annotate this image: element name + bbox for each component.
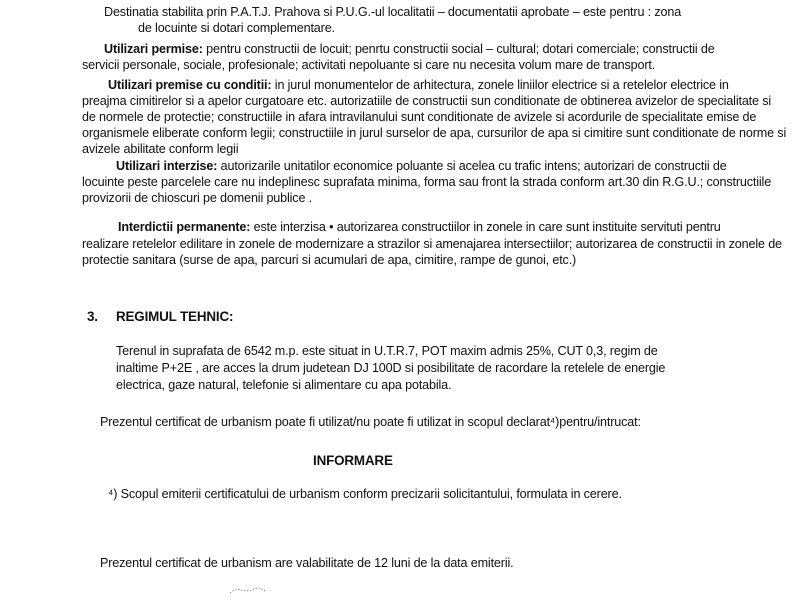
utilizare-certificat-text: Prezentul certificat de urbanism poate fi utilizat/nu poate fi utilizat in scopul declarat⁴)pentru/intrucat:: [100, 415, 641, 429]
utilizari-interzise-line-3: provizorii de chioscuri pe domenii publice .: [82, 191, 313, 205]
destinatia-line-2: de locuinte si dotari complementare.: [138, 21, 335, 35]
utilizari-interzise-label: Utilizari interzise:: [116, 159, 218, 173]
utilizari-permise-label: Utilizari permise:: [104, 42, 203, 56]
informare-title: INFORMARE: [313, 453, 393, 468]
utilizari-conditii-line-5: avizele abilitate conform legii: [82, 142, 239, 156]
utilizari-interzise-text: autorizarile unitatilor economice poluante si acelea cu trafic intens; autorizari de constructii de: [217, 159, 727, 173]
utilizari-conditii-label: Utilizari premise cu conditii:: [108, 78, 272, 92]
utilizari-conditii-line-2: preajma cimitirelor si a apelor curgatoare etc. autorizatiile de constructii sun conditionate de obtinerea avizelor de specialitate si: [82, 94, 772, 108]
interdictii-line-2: realizare retelelor edilitare in zonele de modernizare a strazilor si amenajarea intersectiilor; autorizarea de constructii in zonele de: [82, 237, 782, 251]
utilizari-interzise-line-1: [116, 159, 727, 174]
utilizari-conditii-line-3: de normele de protectie; constructiile in afara intravilanului sunt conditionate de avizele si acordurile de specialitate emise de: [82, 110, 757, 124]
stamp-mark: [228, 586, 268, 594]
utilizari-conditii-line-1: [108, 78, 729, 93]
utilizari-conditii-text: in jurul monumentelor de arhitectura, zonele liniilor electrice si a retelelor electrice in: [271, 78, 729, 92]
informare-note: ⁴) Scopul emiterii certificatului de urbanism conform precizarii solicitantului, formulata in cerere.: [108, 487, 622, 501]
utilizari-permise-text: pentru constructii de locuit; penrtu constructii social – cultural; dotari comerciale; constructii de: [202, 42, 715, 56]
utilizari-conditii-line-4: organismele eliberate conform legii; constructiile in jurul surselor de apa, cursurilor de apa si cimitire sunt conditionate de norme si: [82, 126, 787, 140]
regimul-tehnic-line-3: electrica, gaze natural, telefonie si alimentare cu apa potabila.: [116, 378, 452, 392]
regimul-tehnic-line-1: Terenul in suprafata de 6542 m.p. este situat in U.T.R.7, POT maxim admis 25%, CUT 0,3, regim de: [116, 344, 658, 358]
destinatia-line-1: Destinatia stabilita prin P.A.T.J. Prahova si P.U.G.-ul localitatii – documentatii aprobate – este pentru : zona: [104, 5, 682, 19]
valabilitate-text: Prezentul certificat de urbanism are valabilitate de 12 luni de la data emiterii.: [100, 556, 514, 570]
regimul-tehnic-title: REGIMUL TEHNIC:: [116, 309, 234, 324]
utilizari-permise-line-1: [104, 42, 715, 57]
interdictii-text: este interzisa • autorizarea constructiilor in zonele in care sunt instituite servituti pentru: [250, 220, 721, 234]
regimul-tehnic-number: 3.: [87, 309, 98, 324]
interdictii-line-1: [118, 220, 721, 235]
utilizari-permise-line-2: servicii personale, sociale, profesionale; activitati nepoluante si care nu necesita volum mare de transport.: [82, 58, 656, 72]
regimul-tehnic-line-2: inaltime P+2E , are acces la drum judetean DJ 100D si posibilitate de racordare la retelele de energie: [116, 361, 666, 375]
interdictii-label: Interdictii permanente:: [118, 220, 251, 234]
interdictii-line-3: protectie sanitara (surse de apa, parcuri si acumulari de apa, cimitire, rampe de gunoi, etc.): [82, 253, 577, 267]
utilizari-interzise-line-2: locuinte peste parcelele care nu indeplinesc suprafata minima, forma sau front la strada conform art.30 din R.G.U.; constructiile: [82, 175, 772, 189]
